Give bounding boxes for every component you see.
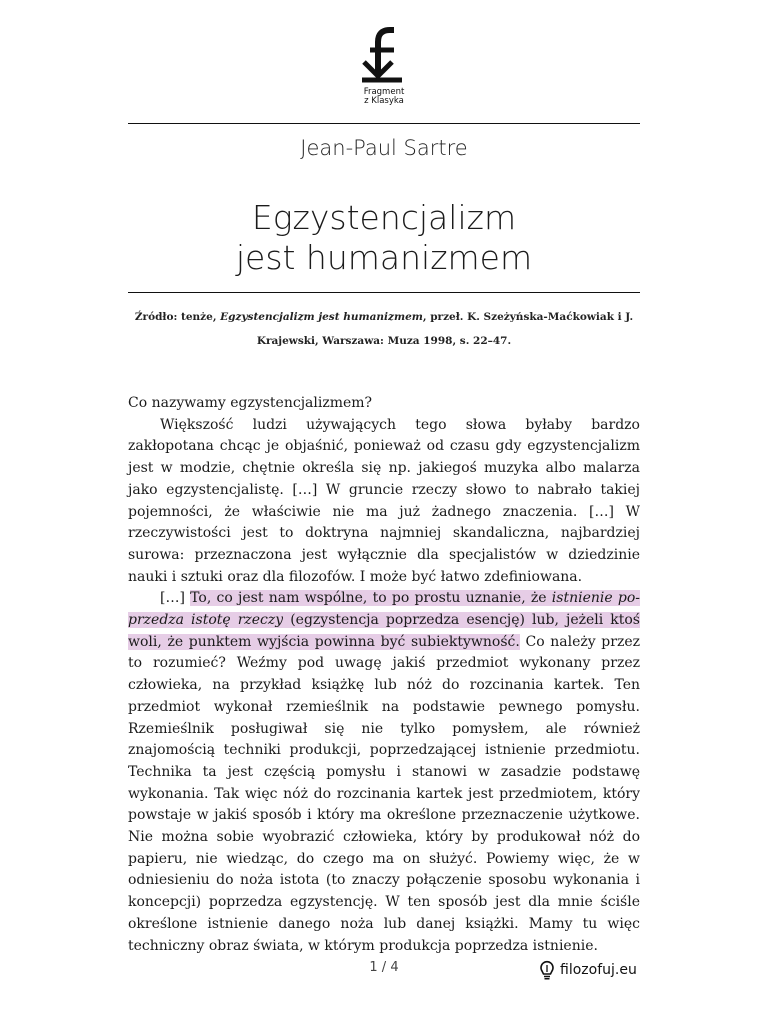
author: Jean-Paul Sartre	[300, 136, 468, 160]
source-book-title: Egzystencjalizm jest humanizmem	[220, 311, 423, 323]
highlighted-text: To, co jest nam wspólne, to po prostu uznanie, że	[190, 590, 552, 607]
article-body	[128, 393, 640, 957]
brand-link[interactable]	[538, 958, 637, 982]
page-number: 1 / 4	[369, 960, 399, 975]
title-line-2: jest humanizmem	[235, 238, 533, 277]
highlighted-emphasis: istnienie poprzedza istotę rzeczy	[128, 590, 641, 629]
paragraph-1: Większość ludzi używających tego słowa byłaby bardzo zakłopotana chcąc je objaśnić, ponieważ od czasu gdy egzystencjalizm jest w modzie, chętnie określa się np. jakiegoś muzyka albo malarza jako egzystencjalistę. […] W gruncie rzeczy słowo to nabrało takiej pojemności, że właściwie nie ma już żadnego znaczenia. […] W rzeczywistości jest to doktryna najmniej skandaliczna, najbardziej surowa: przeznaczona jest wyłącznie dla specjalistów w dziedzinie nauki i sztuki oraz dla filozofów. I może być łatwo zdefiniowana.	[128, 416, 640, 585]
para2-prefix: […]	[160, 590, 191, 607]
title-divider	[128, 292, 640, 293]
fragment-logo	[350, 24, 418, 112]
source-citation	[128, 305, 640, 353]
logo-line-1: Fragment	[363, 87, 405, 97]
lightbulb-icon	[538, 959, 556, 981]
page-title	[128, 198, 640, 278]
paragraph-2	[128, 588, 640, 957]
top-divider	[128, 123, 640, 124]
question-line: Co nazywamy egzystencjalizmem?	[128, 395, 373, 411]
title-line-1: Egzystencjalizm	[251, 198, 517, 237]
highlighted-text-end: (egzystencja poprzedza esencję) lub, jeżeli ktoś woli, że punktem wyjścia powinna być subiektywność.	[128, 612, 640, 650]
logo-line-2: z Klasyka	[364, 96, 404, 106]
source-prefix: Źródło: tenże,	[134, 311, 221, 323]
source-details: , przeł. K. Szeżyńska-Maćkowiak i J. Krajewski, Warszawa: Muza 1998, s. 22–47.	[256, 311, 634, 347]
brand-name: filozofuj.eu	[560, 962, 637, 978]
fragment-logo-icon	[360, 24, 408, 86]
para2-rest: Co należy przez to rozumieć? Weźmy pod uwagę jakiś przedmiot wykonany przez człowieka, na przykład książkę lub nóż do rozcinania kartek. Ten przedmiot wykonał rzemieślnik na podstawie pewnego pomysłu. Rzemieślnik posługiwał się nie tylko pomysłem, ale również znajomością techniki produkcji, poprzedzającej istnienie przedmiotu. Technika ta jest częścią pomysłu i stanowi w zasadzie podstawę wykonania. Tak więc nóż do rozcinania kartek jest przedmiotem, który powstaje w jakiś sposób i który ma określone przeznaczenie użytkowe. Nie można sobie wyobrazić człowieka, który by produkował nóż do papieru, nie wiedząc, do czego ma on służyć. Powiemy więc, że w odniesieniu do noża istota (to znaczy połączenie sposobu wykonania i koncepcji) poprzedza egzystencję. W ten sposób jest dla mnie ściśle określone istnienie danego noża lub danej książki. Mamy tu więc techniczny obraz świata, w którym produkcja poprzedza istnienie.	[128, 633, 640, 954]
